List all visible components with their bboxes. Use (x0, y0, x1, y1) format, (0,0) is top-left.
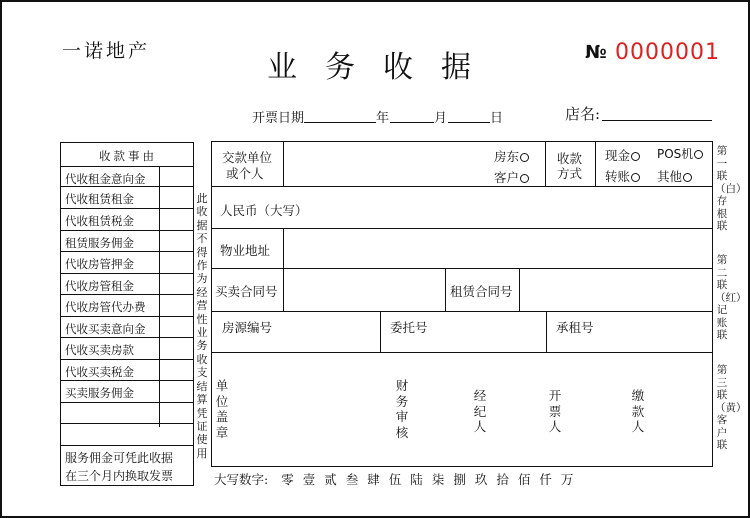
option-pos[interactable]: POS机 (657, 145, 703, 162)
entrust-number-label: 委托号 (390, 320, 428, 335)
list-item: 租赁服务佣金 (61, 231, 193, 252)
payment-reason-footer (61, 446, 193, 487)
finance-review-label: 财务审核 (395, 378, 409, 440)
company-name: 一诺地产 (62, 40, 151, 62)
receipt-main-table (211, 141, 713, 467)
side-note: 此收据不得作为经营性业务收支结算凭证使用 (196, 192, 208, 460)
footer-line-1: 服务佣金可凭此收据 (65, 451, 174, 465)
list-item: 代收租金意向金 (61, 167, 193, 187)
radio-circle-icon[interactable] (694, 150, 703, 159)
amount-digit: 肆 (367, 472, 380, 487)
amount-digit: 零 (281, 472, 294, 487)
month-label: 月 (434, 111, 448, 126)
radio-circle-icon[interactable] (520, 174, 529, 183)
list-item (61, 424, 193, 446)
list-item: 代收买卖税金 (61, 360, 193, 381)
agent-label: 经纪人 (473, 388, 487, 434)
serial-number: 0000001 (615, 40, 720, 65)
month-blank (390, 122, 434, 123)
serial-number-mark: № (585, 42, 607, 63)
list-item: 代收租赁税金 (61, 209, 193, 231)
radio-circle-icon[interactable] (631, 152, 640, 161)
store-name-label: 店名: (565, 105, 601, 123)
rmb-amount-label: 人民币（大写） (220, 203, 308, 218)
year-label: 年 (376, 111, 390, 126)
amount-digit: 拾 (496, 472, 509, 487)
amount-digit: 捌 (453, 472, 466, 487)
amount-digit: 陆 (410, 472, 423, 487)
radio-circle-icon[interactable] (683, 173, 692, 182)
listing-number-label: 房源编号 (222, 320, 273, 335)
copy-label-stub: 第一联（白）存根联 (715, 145, 747, 232)
tenancy-number-label: 承租号 (556, 320, 594, 335)
property-address-label: 物业地址 (220, 243, 271, 258)
payer-label-line-1: 交款单位 (222, 150, 273, 165)
amount-digit: 伍 (388, 472, 402, 487)
copy-label-accounting: 第二联（红）记账联 (715, 254, 747, 341)
radio-circle-icon[interactable] (520, 153, 529, 162)
amount-digits (272, 472, 573, 487)
day-label: 日 (490, 111, 504, 126)
option-customer[interactable]: 客户 (494, 168, 529, 186)
store-name-blank (602, 120, 712, 121)
list-item (61, 403, 193, 424)
list-item: 代收买卖房款 (61, 338, 193, 360)
payment-method-label-line-2: 方式 (557, 166, 583, 181)
payment-reason-header: 收款事由 (99, 149, 157, 163)
year-blank (304, 122, 376, 123)
option-cash[interactable]: 现金 (605, 146, 640, 164)
payment-method-label-line-1: 收款 (557, 151, 583, 166)
day-blank (448, 122, 490, 123)
receipt-title: 业务收据 (267, 50, 499, 85)
amount-digit: 贰 (324, 472, 337, 487)
list-item: 代收租赁租金 (61, 187, 193, 209)
amount-digit: 佰 (517, 472, 531, 487)
copy-label-customer: 第三联（黄）客户联 (715, 364, 747, 451)
amount-digit: 柒 (431, 472, 445, 487)
amount-digits-label: 大写数字: (214, 472, 269, 487)
list-item: 代收买卖意向金 (61, 317, 193, 338)
issue-date-label: 开票日期 (252, 111, 305, 126)
amount-digit: 壹 (302, 472, 316, 487)
list-item: 代收房管租金 (61, 274, 193, 295)
amount-digit: 叁 (345, 472, 359, 487)
amount-digits-line (214, 470, 573, 488)
amount-digit: 万 (560, 472, 574, 487)
payment-reason-header-row (61, 143, 193, 167)
amount-digit: 玖 (474, 472, 488, 487)
lease-contract-label: 租赁合同号 (450, 284, 513, 299)
option-other[interactable]: 其他 (657, 167, 692, 185)
radio-circle-icon[interactable] (631, 173, 640, 182)
issuer-label: 开票人 (548, 388, 562, 434)
list-item: 代收房管押金 (61, 252, 193, 274)
list-item: 代收房管代办费 (61, 295, 193, 317)
option-transfer[interactable]: 转账 (605, 167, 640, 185)
option-landlord[interactable]: 房东 (494, 147, 529, 165)
seal-label: 单位盖章 (215, 378, 229, 440)
sale-contract-label: 买卖合同号 (215, 284, 278, 299)
payer-person-label: 缴款人 (631, 388, 645, 434)
payment-reason-table (60, 142, 194, 486)
payer-label-line-2: 或个人 (226, 166, 264, 181)
amount-digit: 仟 (539, 472, 552, 487)
list-item: 买卖服务佣金 (61, 381, 193, 403)
footer-line-2: 在三个月内换取发票 (65, 469, 174, 483)
